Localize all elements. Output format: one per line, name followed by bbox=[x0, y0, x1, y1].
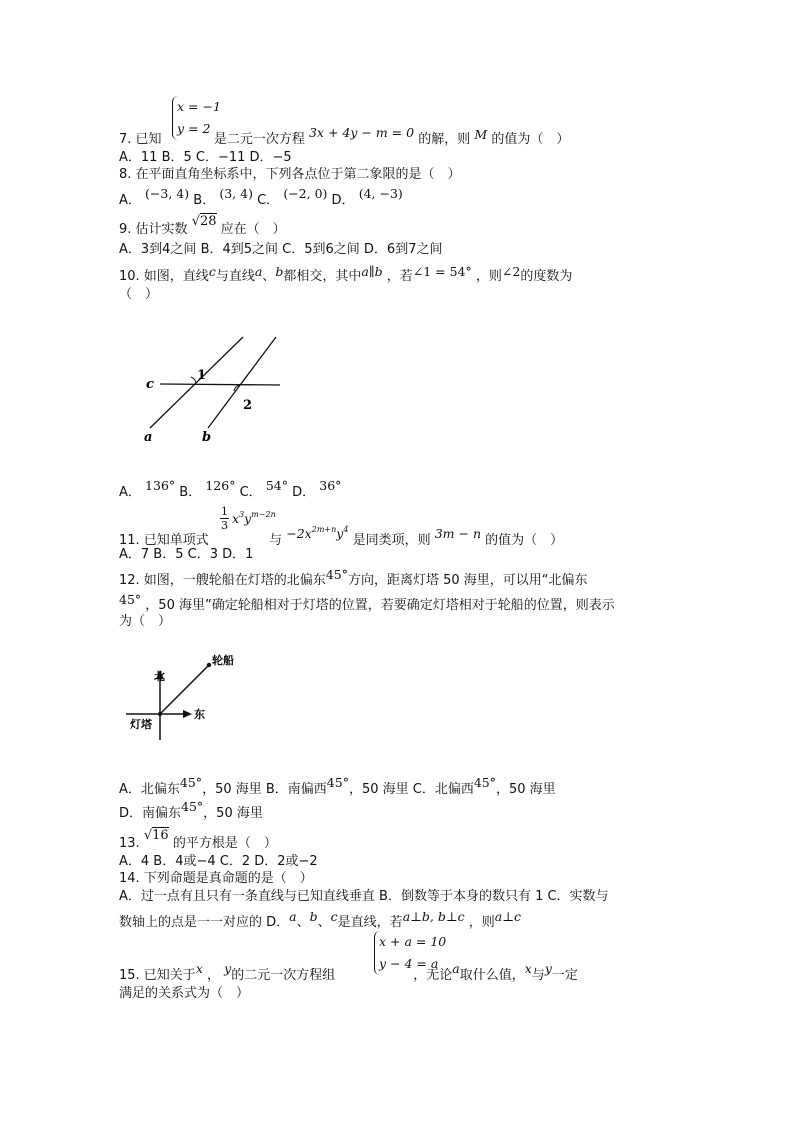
label-tower: 灯塔 bbox=[130, 718, 152, 731]
label-b: b bbox=[202, 430, 212, 445]
q9-sqrt: √28 bbox=[191, 214, 217, 229]
q15-sys-line1: x + a = 10 bbox=[379, 934, 447, 949]
q10-stem-line2: （ ） bbox=[119, 287, 159, 302]
q7-sys-line2: y = 2 bbox=[177, 121, 211, 136]
q9-options: A．3到4之间 B．4到5之间 C．5到6之间 D．6到7之间 bbox=[119, 242, 443, 257]
q10-figure bbox=[140, 333, 290, 448]
q12-stem-line2: 45° ，50 海里”确定轮船相对于灯塔的位置，若要确定灯塔相对于轮船的位置，则表示 bbox=[119, 592, 615, 613]
q8-stem: 8. 在平面直角坐标系中，下列各点位于第二象限的是（ ） bbox=[119, 167, 461, 182]
q15-stem-line2: 满足的关系式为（ ） bbox=[119, 986, 250, 1001]
q13-stem: 13. √16 的平方根是（ ） bbox=[119, 828, 277, 851]
east-arrow-icon bbox=[183, 710, 192, 718]
label-east: 东 bbox=[194, 708, 205, 721]
label-a: a bbox=[144, 430, 153, 445]
q11-fraction: $\frac{1}{3}$ bbox=[221, 505, 228, 532]
q10-options: A． 136° B． 126° C． 54° D． 36° bbox=[119, 478, 342, 500]
q11-stem: 11. 已知单项式 与 $-2x^{2m+n}y^4$ 是同类项，则 3m − n 的值为（ ） bbox=[119, 525, 564, 548]
q7-sys-line1: x = −1 bbox=[177, 99, 221, 114]
q11-monomial-1: $x^3y^{m-2n}$ bbox=[232, 510, 276, 526]
line-b bbox=[208, 337, 276, 428]
q13-sqrt: √16 bbox=[143, 828, 169, 843]
label-c: c bbox=[146, 377, 154, 392]
q11-monomial-2: $-2x^{2m+n}y^4$ bbox=[286, 525, 349, 541]
line-c bbox=[160, 384, 280, 385]
q15-stem: 15. 已知关于x ， y的二元一次方程组 ，无论a取什么值，x与y一定 bbox=[119, 961, 578, 983]
q15-sys-line2: y − 4 = a bbox=[379, 956, 439, 971]
q14-options-line1: A．过一点有且只有一条直线与已知直线垂直 B．倒数等于本身的数只有 1 C．实数与 bbox=[119, 889, 609, 904]
q12-stem-line3: 为（ ） bbox=[119, 614, 172, 629]
q12-options-line2: D．南偏东45°，50 海里 bbox=[119, 799, 263, 821]
q13-options: A．4 B．4或−4 C．2 D．2或−2 bbox=[119, 854, 318, 869]
ship-point bbox=[207, 663, 211, 667]
label-ship: 轮船 bbox=[212, 654, 234, 667]
q14-options-line2: 数轴上的点是一一对应的 D．a、b、c是直线，若a⊥b, b⊥c ，则a⊥c bbox=[119, 909, 521, 930]
label-north: 北 bbox=[154, 670, 165, 683]
q12-figure bbox=[120, 648, 280, 748]
bearing-line bbox=[160, 665, 209, 714]
q7-equation: 3x + 4y − m = 0 bbox=[308, 125, 415, 140]
q11-options: A．7 B．5 C．3 D．1 bbox=[119, 547, 254, 562]
q8-options: A． (−3, 4) B． (3, 4) C． (−2, 0) D． (4, −3) bbox=[119, 186, 403, 208]
q12-options-line1: A．北偏东45°，50 海里 B．南偏西45°，50 海里 C．北偏西45°，50 海里 bbox=[119, 775, 556, 797]
q7-stem: 7. 已知 是二元一次方程 3x + 4y − m = 0 的解，则 M 的值为（ ） bbox=[119, 125, 570, 147]
q12-stem-line1: 12. 如图，一艘轮船在灯塔的北偏东45°方向，距离灯塔 50 海里，可以用“北偏东 bbox=[119, 567, 588, 588]
label-1: 1 bbox=[197, 368, 207, 383]
q9-stem: 9. 估计实数 √28 应在（ ） bbox=[119, 214, 286, 237]
q10-stem: 10. 如图，直线c与直线a、b都相交，其中a∥b ，若∠1 = 54° ，则∠2的度数为 bbox=[119, 264, 573, 284]
tower-point bbox=[158, 712, 162, 716]
q7-options: A．11 B．5 C．−11 D．−5 bbox=[119, 150, 292, 165]
label-2: 2 bbox=[243, 398, 253, 413]
q14-stem: 14. 下列命题是真命题的是（ ） bbox=[119, 871, 313, 886]
